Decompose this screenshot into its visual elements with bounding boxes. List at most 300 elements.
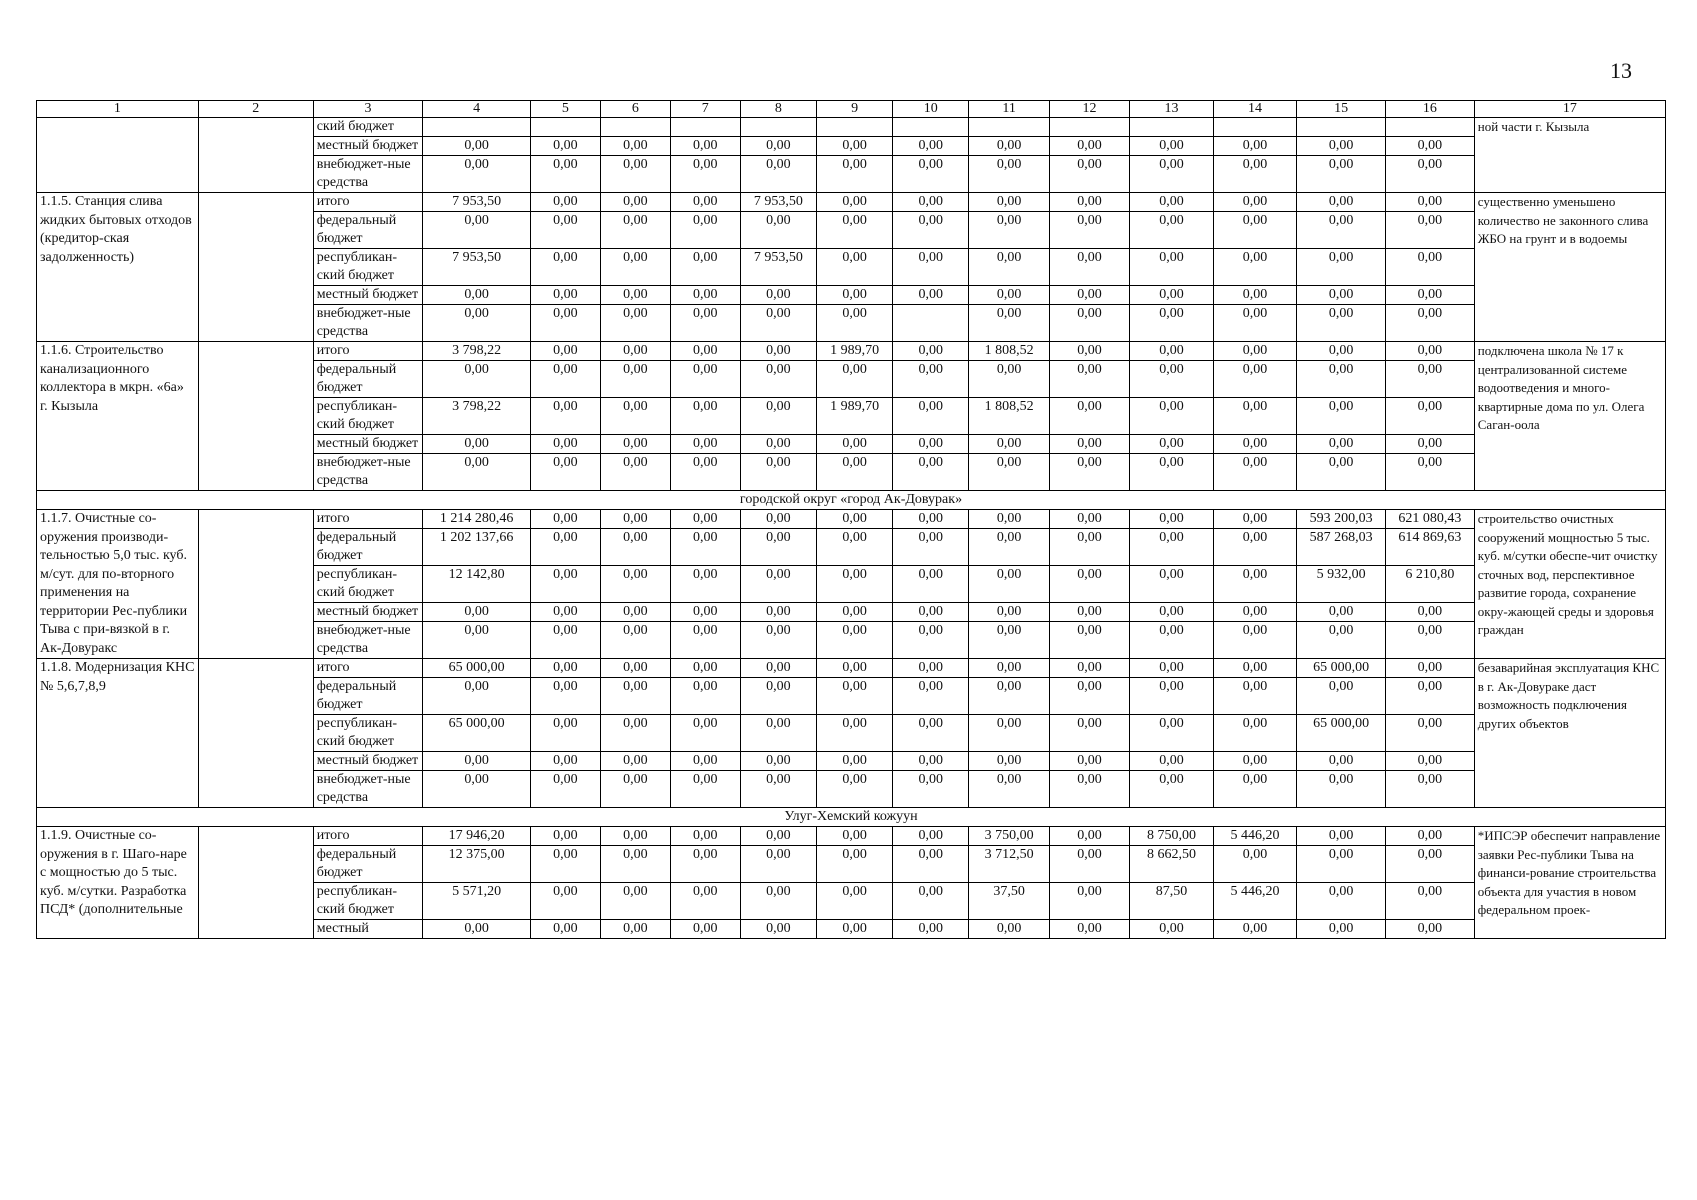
item-name: 1.1.7. Очистные со-оружения производи-тельностью 5,0 тыс. куб. м/сут. для по-вторного применения на территории Рес-публики Тыва с при-вязкой в г. Ак-Довуракс xyxy=(37,510,199,659)
amount-cell: 0,00 xyxy=(1213,435,1297,454)
funding-source: республикан-ский бюджет xyxy=(313,249,423,286)
amount-cell: 0,00 xyxy=(423,305,531,342)
amount-cell: 0,00 xyxy=(670,137,740,156)
amount-cell: 0,00 xyxy=(1049,193,1129,212)
amount-cell: 0,00 xyxy=(1386,193,1475,212)
amount-cell: 0,00 xyxy=(1213,249,1297,286)
funding-source: итого xyxy=(313,510,423,529)
amount-cell: 0,00 xyxy=(530,846,600,883)
amount-cell: 0,00 xyxy=(969,212,1049,249)
amount-cell: 0,00 xyxy=(816,659,892,678)
amount-cell: 0,00 xyxy=(893,846,969,883)
amount-cell: 0,00 xyxy=(600,361,670,398)
amount-cell: 0,00 xyxy=(816,286,892,305)
amount-cell: 0,00 xyxy=(969,566,1049,603)
amount-cell: 0,00 xyxy=(1130,435,1214,454)
amount-cell: 0,00 xyxy=(1049,156,1129,193)
amount-cell: 0,00 xyxy=(893,286,969,305)
amount-cell: 0,00 xyxy=(893,827,969,846)
amount-cell: 0,00 xyxy=(740,603,816,622)
amount-cell: 0,00 xyxy=(530,920,600,939)
amount-cell: 3 750,00 xyxy=(969,827,1049,846)
amount-cell: 0,00 xyxy=(530,529,600,566)
amount-cell: 0,00 xyxy=(670,920,740,939)
funding-source: внебюджет-ные средства xyxy=(313,622,423,659)
amount-cell: 0,00 xyxy=(1213,137,1297,156)
item-name: 1.1.8. Модернизация КНС № 5,6,7,8,9 xyxy=(37,659,199,808)
amount-cell: 0,00 xyxy=(600,752,670,771)
amount-cell: 0,00 xyxy=(1130,752,1214,771)
amount-cell: 0,00 xyxy=(1213,398,1297,435)
amount-cell: 65 000,00 xyxy=(1297,715,1386,752)
amount-cell: 0,00 xyxy=(1049,137,1129,156)
amount-cell: 0,00 xyxy=(670,510,740,529)
column-header: 13 xyxy=(1130,101,1214,118)
amount-cell: 0,00 xyxy=(740,435,816,454)
amount-cell: 0,00 xyxy=(423,156,531,193)
amount-cell: 0,00 xyxy=(816,566,892,603)
amount-cell: 0,00 xyxy=(740,752,816,771)
amount-cell: 0,00 xyxy=(816,771,892,808)
amount-cell: 0,00 xyxy=(670,603,740,622)
amount-cell: 0,00 xyxy=(1213,771,1297,808)
amount-cell: 0,00 xyxy=(600,342,670,361)
amount-cell: 0,00 xyxy=(969,529,1049,566)
amount-cell: 65 000,00 xyxy=(1297,659,1386,678)
amount-cell xyxy=(893,118,969,137)
amount-cell: 0,00 xyxy=(1213,846,1297,883)
header-row xyxy=(37,101,1666,118)
amount-cell: 0,00 xyxy=(969,454,1049,491)
amount-cell: 0,00 xyxy=(1297,827,1386,846)
amount-cell: 0,00 xyxy=(1213,752,1297,771)
amount-cell: 0,00 xyxy=(1049,305,1129,342)
amount-cell: 0,00 xyxy=(423,752,531,771)
amount-cell: 3 798,22 xyxy=(423,342,531,361)
amount-cell: 0,00 xyxy=(1049,752,1129,771)
amount-cell: 0,00 xyxy=(1130,137,1214,156)
amount-cell: 0,00 xyxy=(1297,212,1386,249)
amount-cell: 0,00 xyxy=(530,156,600,193)
amount-cell: 0,00 xyxy=(670,249,740,286)
amount-cell: 0,00 xyxy=(1386,398,1475,435)
amount-cell: 0,00 xyxy=(1386,156,1475,193)
amount-cell: 0,00 xyxy=(423,771,531,808)
amount-cell: 0,00 xyxy=(969,659,1049,678)
amount-cell: 0,00 xyxy=(1386,827,1475,846)
amount-cell xyxy=(816,118,892,137)
amount-cell: 0,00 xyxy=(600,678,670,715)
amount-cell: 65 000,00 xyxy=(423,659,531,678)
amount-cell: 0,00 xyxy=(740,920,816,939)
amount-cell: 0,00 xyxy=(670,771,740,808)
amount-cell: 0,00 xyxy=(969,510,1049,529)
amount-cell: 0,00 xyxy=(1130,249,1214,286)
amount-cell: 1 989,70 xyxy=(816,342,892,361)
amount-cell: 0,00 xyxy=(1386,659,1475,678)
amount-cell: 0,00 xyxy=(530,305,600,342)
amount-cell: 0,00 xyxy=(530,398,600,435)
amount-cell: 0,00 xyxy=(530,678,600,715)
amount-cell: 0,00 xyxy=(1213,193,1297,212)
funding-source: республикан-ский бюджет xyxy=(313,398,423,435)
funding-source: федеральный бюджет xyxy=(313,846,423,883)
amount-cell: 0,00 xyxy=(893,361,969,398)
amount-cell: 0,00 xyxy=(1049,883,1129,920)
amount-cell: 0,00 xyxy=(816,920,892,939)
table-row xyxy=(37,118,1666,137)
amount-cell: 0,00 xyxy=(1297,846,1386,883)
amount-cell: 0,00 xyxy=(1297,137,1386,156)
amount-cell: 0,00 xyxy=(816,156,892,193)
amount-cell: 0,00 xyxy=(740,398,816,435)
item-column-2 xyxy=(198,659,313,808)
amount-cell: 0,00 xyxy=(1130,920,1214,939)
amount-cell: 12 375,00 xyxy=(423,846,531,883)
amount-cell: 0,00 xyxy=(1049,622,1129,659)
amount-cell: 7 953,50 xyxy=(740,193,816,212)
amount-cell: 0,00 xyxy=(1213,678,1297,715)
table-row xyxy=(37,659,1666,678)
funding-source: федеральный бюджет xyxy=(313,529,423,566)
funding-source: федеральный бюджет xyxy=(313,212,423,249)
amount-cell xyxy=(969,118,1049,137)
amount-cell: 0,00 xyxy=(1130,398,1214,435)
amount-cell: 0,00 xyxy=(1049,212,1129,249)
amount-cell: 0,00 xyxy=(423,622,531,659)
item-note: ной части г. Кызыла xyxy=(1474,118,1665,193)
amount-cell: 0,00 xyxy=(969,361,1049,398)
item-note: *ИПСЭР обеспечит направление заявки Рес-публики Тыва на финанси-рование строительства объекта для участия в новом федеральном проек- xyxy=(1474,827,1665,939)
amount-cell xyxy=(893,305,969,342)
amount-cell: 3 798,22 xyxy=(423,398,531,435)
amount-cell: 0,00 xyxy=(1386,715,1475,752)
amount-cell: 0,00 xyxy=(893,510,969,529)
amount-cell: 0,00 xyxy=(1130,212,1214,249)
amount-cell: 0,00 xyxy=(1049,342,1129,361)
amount-cell: 0,00 xyxy=(1130,286,1214,305)
amount-cell: 0,00 xyxy=(1049,603,1129,622)
amount-cell: 0,00 xyxy=(600,603,670,622)
amount-cell: 0,00 xyxy=(1386,249,1475,286)
amount-cell: 0,00 xyxy=(1386,622,1475,659)
amount-cell: 0,00 xyxy=(969,622,1049,659)
amount-cell: 0,00 xyxy=(600,883,670,920)
item-name: 1.1.6. Строительство канализационного коллектора в мкрн. «6а» г. Кызыла xyxy=(37,342,199,491)
amount-cell: 0,00 xyxy=(530,883,600,920)
funding-source: ский бюджет xyxy=(313,118,423,137)
funding-source: местный бюджет xyxy=(313,752,423,771)
amount-cell: 0,00 xyxy=(1213,715,1297,752)
amount-cell: 0,00 xyxy=(423,212,531,249)
amount-cell: 0,00 xyxy=(600,510,670,529)
amount-cell: 0,00 xyxy=(1213,622,1297,659)
amount-cell: 0,00 xyxy=(1049,846,1129,883)
column-header: 6 xyxy=(600,101,670,118)
section-row xyxy=(37,808,1666,827)
amount-cell: 0,00 xyxy=(893,920,969,939)
amount-cell: 0,00 xyxy=(1049,659,1129,678)
amount-cell: 0,00 xyxy=(530,659,600,678)
page-number: 13 xyxy=(1610,58,1632,83)
funding-source: внебюджет-ные средства xyxy=(313,305,423,342)
amount-cell: 0,00 xyxy=(893,137,969,156)
funding-source: федеральный бюджет xyxy=(313,678,423,715)
amount-cell: 0,00 xyxy=(600,566,670,603)
amount-cell: 0,00 xyxy=(530,566,600,603)
amount-cell: 0,00 xyxy=(1130,771,1214,808)
amount-cell: 0,00 xyxy=(670,659,740,678)
amount-cell: 0,00 xyxy=(423,454,531,491)
amount-cell: 7 953,50 xyxy=(423,249,531,286)
amount-cell: 0,00 xyxy=(816,603,892,622)
amount-cell: 0,00 xyxy=(893,659,969,678)
column-header: 9 xyxy=(816,101,892,118)
amount-cell: 0,00 xyxy=(740,137,816,156)
amount-cell: 0,00 xyxy=(1213,286,1297,305)
amount-cell: 0,00 xyxy=(1049,398,1129,435)
amount-cell: 0,00 xyxy=(893,566,969,603)
amount-cell: 0,00 xyxy=(1130,715,1214,752)
amount-cell: 0,00 xyxy=(1049,435,1129,454)
amount-cell: 0,00 xyxy=(969,771,1049,808)
amount-cell: 0,00 xyxy=(1130,510,1214,529)
amount-cell: 0,00 xyxy=(1297,771,1386,808)
amount-cell: 0,00 xyxy=(530,752,600,771)
amount-cell: 0,00 xyxy=(670,678,740,715)
section-title: Улуг-Хемский кожуун xyxy=(37,808,1666,827)
amount-cell: 0,00 xyxy=(1213,361,1297,398)
amount-cell: 0,00 xyxy=(893,435,969,454)
amount-cell: 0,00 xyxy=(670,827,740,846)
amount-cell: 0,00 xyxy=(1049,361,1129,398)
amount-cell: 0,00 xyxy=(1049,827,1129,846)
amount-cell: 0,00 xyxy=(600,398,670,435)
amount-cell: 0,00 xyxy=(740,529,816,566)
amount-cell: 0,00 xyxy=(893,622,969,659)
amount-cell: 0,00 xyxy=(1049,771,1129,808)
amount-cell: 0,00 xyxy=(670,398,740,435)
amount-cell xyxy=(600,118,670,137)
amount-cell: 0,00 xyxy=(670,529,740,566)
amount-cell: 0,00 xyxy=(740,342,816,361)
amount-cell: 0,00 xyxy=(816,454,892,491)
amount-cell: 0,00 xyxy=(1386,678,1475,715)
amount-cell: 7 953,50 xyxy=(423,193,531,212)
amount-cell: 0,00 xyxy=(1386,920,1475,939)
amount-cell: 0,00 xyxy=(893,398,969,435)
column-header: 12 xyxy=(1049,101,1129,118)
amount-cell: 0,00 xyxy=(600,715,670,752)
amount-cell: 0,00 xyxy=(969,715,1049,752)
amount-cell: 0,00 xyxy=(816,622,892,659)
amount-cell: 0,00 xyxy=(893,249,969,286)
amount-cell: 0,00 xyxy=(600,286,670,305)
amount-cell: 0,00 xyxy=(893,454,969,491)
amount-cell: 0,00 xyxy=(1213,566,1297,603)
item-name xyxy=(37,118,199,193)
amount-cell: 0,00 xyxy=(893,342,969,361)
amount-cell: 0,00 xyxy=(1386,342,1475,361)
amount-cell: 0,00 xyxy=(530,212,600,249)
amount-cell: 0,00 xyxy=(740,883,816,920)
amount-cell: 0,00 xyxy=(740,566,816,603)
amount-cell: 0,00 xyxy=(670,286,740,305)
amount-cell: 0,00 xyxy=(600,305,670,342)
amount-cell: 0,00 xyxy=(1130,342,1214,361)
amount-cell: 0,00 xyxy=(1297,752,1386,771)
amount-cell: 0,00 xyxy=(1386,361,1475,398)
amount-cell: 0,00 xyxy=(1049,286,1129,305)
amount-cell: 0,00 xyxy=(600,193,670,212)
amount-cell: 0,00 xyxy=(423,137,531,156)
amount-cell: 0,00 xyxy=(530,454,600,491)
amount-cell: 0,00 xyxy=(969,305,1049,342)
amount-cell: 0,00 xyxy=(969,752,1049,771)
amount-cell: 621 080,43 xyxy=(1386,510,1475,529)
amount-cell: 0,00 xyxy=(816,510,892,529)
amount-cell: 5 446,20 xyxy=(1213,883,1297,920)
amount-cell: 0,00 xyxy=(600,771,670,808)
amount-cell: 0,00 xyxy=(1213,156,1297,193)
amount-cell: 0,00 xyxy=(969,249,1049,286)
amount-cell: 0,00 xyxy=(893,752,969,771)
amount-cell: 0,00 xyxy=(969,286,1049,305)
amount-cell xyxy=(1049,118,1129,137)
amount-cell: 0,00 xyxy=(816,529,892,566)
table-row xyxy=(37,510,1666,529)
amount-cell: 0,00 xyxy=(1386,305,1475,342)
amount-cell: 0,00 xyxy=(816,715,892,752)
amount-cell: 0,00 xyxy=(670,193,740,212)
amount-cell: 0,00 xyxy=(600,156,670,193)
amount-cell xyxy=(1297,118,1386,137)
amount-cell: 0,00 xyxy=(600,249,670,286)
amount-cell: 0,00 xyxy=(1049,566,1129,603)
amount-cell: 0,00 xyxy=(1213,212,1297,249)
amount-cell: 0,00 xyxy=(1297,361,1386,398)
amount-cell: 0,00 xyxy=(816,678,892,715)
column-header: 10 xyxy=(893,101,969,118)
amount-cell: 7 953,50 xyxy=(740,249,816,286)
amount-cell: 0,00 xyxy=(1049,920,1129,939)
amount-cell: 0,00 xyxy=(1297,305,1386,342)
item-column-2 xyxy=(198,827,313,939)
amount-cell xyxy=(1213,118,1297,137)
funding-source: итого xyxy=(313,193,423,212)
section-title: городской округ «город Ак-Довурак» xyxy=(37,491,1666,510)
amount-cell: 0,00 xyxy=(1297,435,1386,454)
amount-cell: 1 808,52 xyxy=(969,342,1049,361)
amount-cell: 0,00 xyxy=(969,193,1049,212)
table-row xyxy=(37,827,1666,846)
amount-cell: 0,00 xyxy=(740,454,816,491)
amount-cell: 87,50 xyxy=(1130,883,1214,920)
funding-source: итого xyxy=(313,342,423,361)
section-row xyxy=(37,491,1666,510)
amount-cell: 0,00 xyxy=(1049,715,1129,752)
item-note: подключена школа № 17 к централизованной системе водоотведения и много-квартирные дома по ул. Олега Саган-оола xyxy=(1474,342,1665,491)
amount-cell: 5 571,20 xyxy=(423,883,531,920)
amount-cell: 0,00 xyxy=(1386,846,1475,883)
amount-cell: 0,00 xyxy=(423,286,531,305)
amount-cell: 0,00 xyxy=(530,249,600,286)
amount-cell: 0,00 xyxy=(740,622,816,659)
amount-cell: 0,00 xyxy=(670,454,740,491)
amount-cell: 0,00 xyxy=(740,510,816,529)
amount-cell: 0,00 xyxy=(740,361,816,398)
amount-cell: 0,00 xyxy=(1297,883,1386,920)
funding-source: республикан-ский бюджет xyxy=(313,883,423,920)
column-header: 7 xyxy=(670,101,740,118)
funding-source: внебюджет-ные средства xyxy=(313,454,423,491)
amount-cell: 0,00 xyxy=(1130,603,1214,622)
amount-cell: 0,00 xyxy=(816,305,892,342)
column-header: 11 xyxy=(969,101,1049,118)
column-header: 1 xyxy=(37,101,199,118)
amount-cell: 0,00 xyxy=(530,715,600,752)
amount-cell: 0,00 xyxy=(530,193,600,212)
amount-cell: 0,00 xyxy=(1213,454,1297,491)
amount-cell: 0,00 xyxy=(600,529,670,566)
amount-cell: 0,00 xyxy=(1297,678,1386,715)
amount-cell xyxy=(1386,118,1475,137)
amount-cell: 0,00 xyxy=(530,342,600,361)
amount-cell: 17 946,20 xyxy=(423,827,531,846)
amount-cell: 0,00 xyxy=(670,435,740,454)
amount-cell: 0,00 xyxy=(740,771,816,808)
amount-cell: 0,00 xyxy=(1130,305,1214,342)
amount-cell: 0,00 xyxy=(423,603,531,622)
amount-cell: 0,00 xyxy=(1386,286,1475,305)
amount-cell: 0,00 xyxy=(530,435,600,454)
amount-cell: 0,00 xyxy=(1386,603,1475,622)
amount-cell: 1 202 137,66 xyxy=(423,529,531,566)
amount-cell: 0,00 xyxy=(670,622,740,659)
amount-cell: 0,00 xyxy=(1386,137,1475,156)
amount-cell: 0,00 xyxy=(816,361,892,398)
amount-cell: 0,00 xyxy=(816,435,892,454)
funding-source: местный бюджет xyxy=(313,435,423,454)
amount-cell: 0,00 xyxy=(530,622,600,659)
item-note: строительство очистных сооружений мощностью 5 тыс. куб. м/сутки обеспе-чит очистку сточных вод, перспективное развитие города, сохранение окру-жающей среды и здоровья граждан xyxy=(1474,510,1665,659)
amount-cell: 0,00 xyxy=(670,361,740,398)
amount-cell: 0,00 xyxy=(670,305,740,342)
amount-cell: 0,00 xyxy=(1130,193,1214,212)
amount-cell: 0,00 xyxy=(893,193,969,212)
amount-cell: 0,00 xyxy=(670,156,740,193)
amount-cell: 0,00 xyxy=(1386,771,1475,808)
amount-cell: 6 210,80 xyxy=(1386,566,1475,603)
amount-cell: 0,00 xyxy=(600,212,670,249)
amount-cell: 0,00 xyxy=(670,846,740,883)
amount-cell: 0,00 xyxy=(600,920,670,939)
amount-cell: 0,00 xyxy=(816,249,892,286)
column-header: 5 xyxy=(530,101,600,118)
amount-cell: 0,00 xyxy=(893,771,969,808)
amount-cell: 0,00 xyxy=(893,156,969,193)
amount-cell: 0,00 xyxy=(893,715,969,752)
amount-cell: 0,00 xyxy=(670,212,740,249)
funding-source: республикан-ский бюджет xyxy=(313,566,423,603)
item-note: безаварийная эксплуатация КНС в г. Ак-Довураке даст возможность подключения других объектов xyxy=(1474,659,1665,808)
amount-cell xyxy=(530,118,600,137)
amount-cell: 0,00 xyxy=(1130,361,1214,398)
funding-source: местный бюджет xyxy=(313,137,423,156)
amount-cell: 0,00 xyxy=(670,342,740,361)
amount-cell: 0,00 xyxy=(600,659,670,678)
amount-cell: 0,00 xyxy=(530,510,600,529)
